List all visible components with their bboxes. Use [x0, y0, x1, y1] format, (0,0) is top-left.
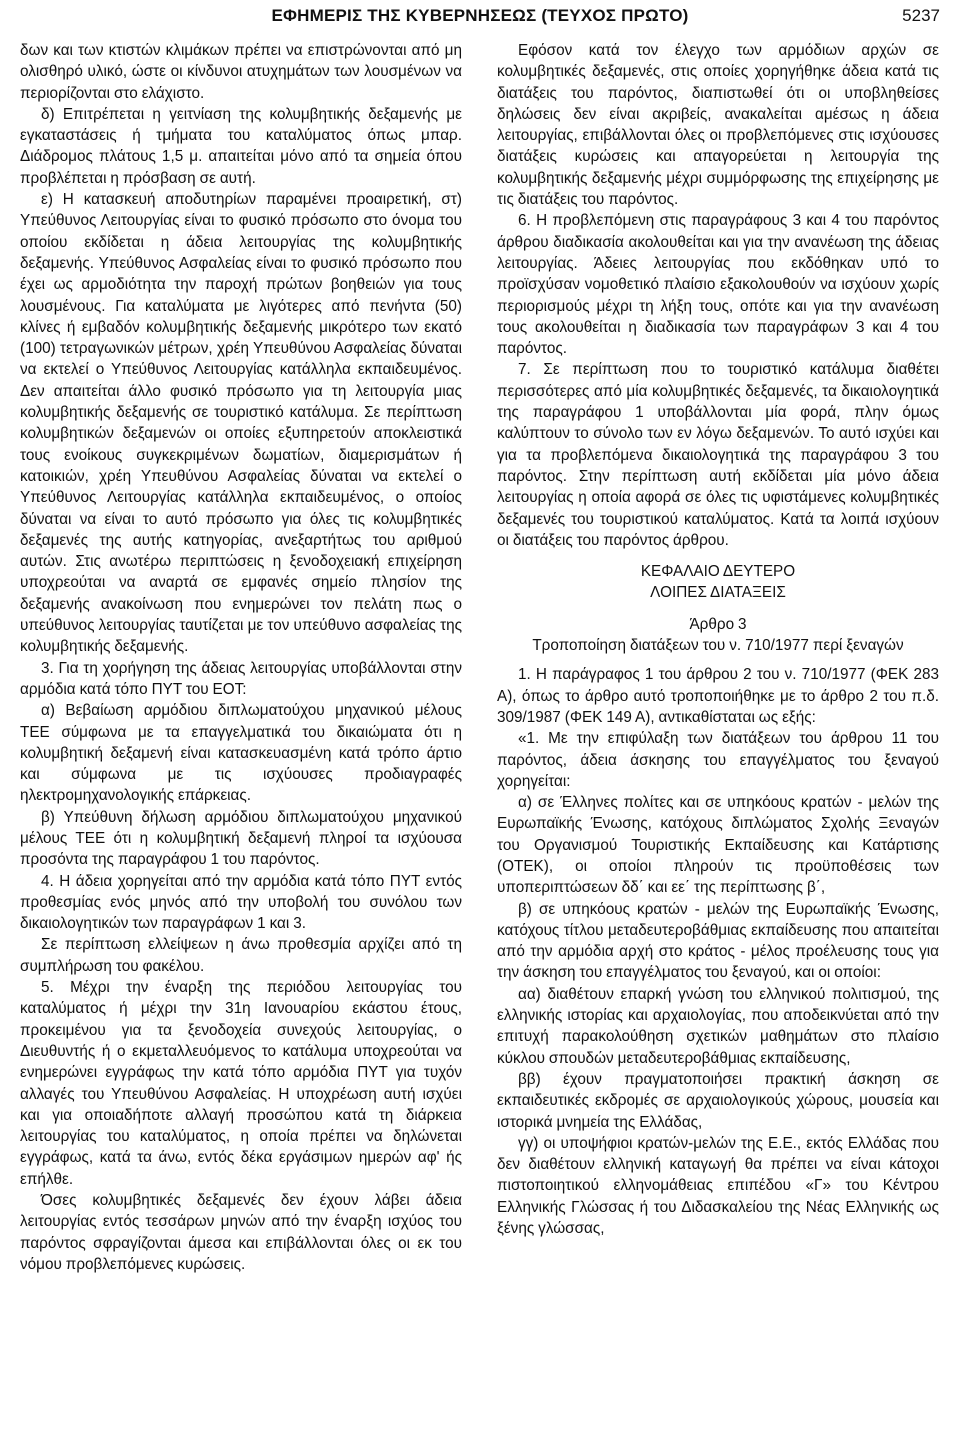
page-number: 5237 [902, 6, 940, 25]
article-heading: Άρθρο 3 [689, 615, 747, 633]
paragraph: α) Βεβαίωση αρμόδιου διπλωματούχου μηχανικού μέλους ΤΕΕ σύμφωνα με τα επαγγελματικά του δικαιώματα ότι η κολυμβητική δεξαμενή είναι κατασκευασμένη κατά τρόπο άρτιο και σύμφωνα με τις ισχύουσες προδιαγραφές ηλεκτρομηχανολογικής επάρκειας. [20, 702, 462, 805]
paragraph: ββ) έχουν πραγματοποιήσει πρακτική άσκηση σε εκπαιδευτικές εκδρομές σε αρχαιολογικούς χώρους, μουσεία και ιστορικά μνημεία της Ελλάδας, [497, 1070, 939, 1131]
article-title: Τροποποίηση διατάξεων του ν. 710/1977 περί ξεναγών [532, 637, 904, 655]
paragraph: Όσες κολυμβητικές δεξαμενές δεν έχουν λάβει άδεια λειτουργίας εντός τεσσάρων μηνών από την έναρξη ισχύος του παρόντος σφραγίζονται άμεσα και επιβάλλονται όλες οι εκ του νόμου προβλεπόμενες κυρώσεις. [20, 1192, 462, 1273]
page-header [20, 6, 940, 30]
paragraph: 5. Μέχρι την έναρξη της περιόδου λειτουργίας του καταλύματος ή μέχρι την 31η Ιανουαρίου εκάστου έτους, προκειμένου για τα ξενοδοχεία συνεχούς λειτουργίας, ο Διευθυντής ή ο εκμεταλλευόμενος το κατάλυμα υποχρεούται να ενημερώνει εγγράφως την κατά τόπο αρμόδια ΠΥΤ για τυχόν αλλαγές του Υπευθύνου Ασφαλείας. Η υποχρέωση αυτή ισχύει και για οποιαδήποτε αλλαγή προσώπου κατά τη διάρκεια λειτουργίας του καταλύματος, η οποία πρέπει να δηλώνεται εγγράφως, κατά τα άνω, εντός δέκα εργάσιμων ημερών αφ' ής επήλθε. [20, 979, 462, 1188]
paragraph: αα) διαθέτουν επαρκή γνώση του ελληνικού πολιτισμού, της ελληνικής ιστορίας και αρχαιολογίας, που αποδεικνύεται από την επιτυχή παρακολούθηση σχετικών μαθημάτων στο πλαίσιο κύκλου σπουδών μεταδευτεροβάθμιας εκπαίδευσης, [497, 985, 939, 1067]
paragraph: 1. Η παράγραφος 1 του άρθρου 2 του ν. 710/1977 (ΦΕΚ 283 Α), όπως το άρθρο αυτό τροποποιήθηκε με το άρθρο 2 του π.δ. 309/1987 (ΦΕΚ 149 Α), αντικαθίσταται ως εξής: [497, 666, 939, 726]
paragraph: «1. Με την επιφύλαξη των διατάξεων του άρθρου 11 του παρόντος, άδεια άσκησης του επαγγέλματος του ξεναγού χορηγείται: [497, 730, 939, 790]
paragraph: α) σε Έλληνες πολίτες και σε υπηκόους κρατών - μελών της Ευρωπαϊκής Ένωσης, κατόχους διπλώματος Σχολής Ξεναγών του Οργανισμού Τουριστικής Εκπαίδευσης και Κατάρτισης (ΟΤΕΚ), οι οποίοι πληρούν τις προϋποθέσεις των υποπεριπτώσεων δδ΄ και εε΄ της περίπτωσης β΄, [497, 794, 939, 897]
paragraph: Εφόσον κατά τον έλεγχο των αρμόδιων αρχών σε κολυμβητικές δεξαμενές, στις οποίες χορηγήθηκε άδεια κατά τις διατάξεις του παρόντος, διαπιστωθεί ότι οι υποβληθείσες δηλώσεις δεν είναι ακριβείς, ανακαλείται αμέσως η άδεια λειτουργίας, επιβάλλονται όλες οι προβλεπόμενες στις ισχύουσες διατάξεις κυρώσεις και απαγορεύεται η λειτουργία της κολυμβητικής δεξαμενής μέχρι συμμόρφωσης της επιχείρησης με τις διατάξεις του παρόντος. [497, 42, 939, 209]
paragraph: 4. Η άδεια χορηγείται από την αρμόδια κατά τόπο ΠΥΤ εντός προθεσμίας ενός μηνός από την υποβολή του συνόλου των δικαιολογητικών των παραγράφων 1 και 3. [20, 872, 462, 933]
paragraph: β) Υπεύθυνη δήλωση αρμόδιου διπλωματούχου μηχανικού μέλους ΤΕΕ ότι η κολυμβητική δεξαμενή πληροί τα ισχύουσα προσόντα της παραγράφου 1 του παρόντος. [20, 808, 462, 869]
chapter-title: ΛΟΙΠΕΣ ΔΙΑΤΑΞΕΙΣ [650, 584, 786, 602]
paragraph: 6. Η προβλεπόμενη στις παραγράφους 3 και 4 του παρόντος άρθρου διαδικασία ακολουθείται και για την ανανέωση της άδειας λειτουργίας. Άδειες λειτουργίας που εκδόθηκαν υπό το προϊσχύσαν νομοθετικό πλαίσιο εξακολουθούν να ισχύουν χωρίς περιορισμούς μέχρι τη λήξη τους, οπότε και για την ανανέωση τους ακολουθείται η διαδικασία των παραγράφων 3 και 4 του παρόντος. [497, 212, 939, 358]
chapter-heading: ΚΕΦΑΛΑΙΟ ΔΕΥΤΕΡΟ [640, 563, 796, 581]
paragraph: γγ) οι υποψήφιοι κρατών-μελών της Ε.Ε., εκτός Ελλάδας που δεν διαθέτουν ελληνική καταγωγή θα πρέπει να είναι κάτοχοι πιστοποιητικού ελληνομάθειας επιπέδου «Γ» του Κέντρου Ελληνικής Γλώσσας ή του Διδασκαλείου της Νέας Ελληνικής ως ξένης γλώσσας, [497, 1134, 939, 1238]
right-column [497, 40, 939, 1239]
paragraph: Σε περίπτωση ελλείψεων η άνω προθεσμία αρχίζει από τη συμπλήρωση του φακέλου. [20, 936, 462, 975]
gazette-title: ΕΦΗΜΕΡΙΣ ΤΗΣ ΚΥΒΕΡΝΗΣΕΩΣ (ΤΕΥΧΟΣ ΠΡΩΤΟ) [271, 6, 689, 25]
paragraph: δων και των κτιστών κλιμάκων πρέπει να επιστρώνονται από μη ολισθηρό υλικό, ώστε οι κίνδυνοι ατυχημάτων των λουσμένων να περιορίζονται στο ελάχιστο. [20, 42, 462, 102]
paragraph: β) σε υπηκόους κρατών - μελών της Ευρωπαϊκής Ένωσης, κατόχους τίτλου μεταδευτεροβάθμιας εκπαίδευσης που απαιτείται από την αρμόδια αρχή στο κράτος - μέλος προέλευσης τους για την άσκηση του επαγγέλματος του ξεναγού, και οι οποίοι: [497, 900, 939, 982]
paragraph: 7. Σε περίπτωση που το τουριστικό κατάλυμα διαθέτει περισσότερες από μία κολυμβητικές δεξαμενές, τα δικαιολογητικά της παραγράφου 1 υποβάλλονται μία φορά, πλην όμως καλύπτουν το σύνολο των εν λόγω δεξαμενών. Το αυτό ισχύει και για τα προβλεπόμενα δικαιολογητικά της παραγράφου 3 του παρόντος. Στην περίπτωση αυτή εκδίδεται μία μόνο άδεια λειτουργίας η οποία αφορά σε όλες τις υφιστάμενες κολυμβητικές δεξαμενές του τουριστικού καταλύματος. Κατά τα λοιπά ισχύουν οι διατάξεις του παρόντος άρθρου. [497, 361, 939, 549]
paragraph: 3. Για τη χορήγηση της άδειας λειτουργίας υποβάλλονται στην αρμόδια κατά τόπο ΠΥΤ του ΕΟΤ: [20, 659, 462, 698]
paragraph: δ) Επιτρέπεται η γειτνίαση της κολυμβητικής δεξαμενής με εγκαταστάσεις ή τμήματα του καταλύματος όπως μπαρ. Διάδρομος πλάτους 1,5 μ. απαιτείται μόνο από τα σημεία όπου προβλέπεται η πρόσβαση σε αυτή. [20, 105, 462, 187]
paragraph: ε) Η κατασκευή αποδυτηρίων παραμένει προαιρετική, στ) Υπεύθυνος Λειτουργίας είναι το φυσικό πρόσωπο στο όνομα του οποίου εκδίδεται η άδεια λειτουργίας της κολυμβητικής δεξαμενής. Υπεύθυνος Ασφαλείας είναι το φυσικό πρόσωπο που έχει ως αρμοδιότητα την παροχή πρώτων βοηθειών για τους λουσμένους. Για καταλύματα με λιγότερες από πενήντα (50) κλίνες ή εμβαδόν κολυμβητικής δεξαμενής μικρότερο των εκατό (100) τετραγωνικών μέτρων, χρέη Υπευθύνου Ασφαλείας δύναται να εκτελεί ο Υπεύθυνος Λειτουργίας κατάλληλα εκπαιδευμένος. Δεν απαιτείται άλλο φυσικό πρόσωπο για τη λειτουργία μιας κολυμβητικής δεξαμενής σε τουριστικό κατάλυμα. Σε περίπτωση κολυμβητικών δεξαμενών οι οποίες εξυπηρετούν αποκλειστικά τους ενοίκους συγκεκριμένων δωματίων, διαμερισμάτων ή κατοικιών, χρέη Υπευθύνου Ασφαλείας δύναται να εκτελεί ο Υπεύθυνος Λειτουργίας κατάλληλα εκπαιδευμένος, ο οποίος δύναται να είναι το αυτό πρόσωπο για όλες τις κολυμβητικές δεξαμενές της αυτής κατηγορίας, ανεξαρτήτως του αριθμού αυτών. Στις ανωτέρω περιπτώσεις η ξενοδοχειακή επιχείρηση υποχρεούται να αναρτά σε εμφανές σημείο πλησίον της δεξαμενής ανακοίνωση που ενημερώνει τον πελάτη πως ο υπεύθυνος λειτουργίας ταυτίζεται με τον υπεύθυνο ασφαλείας της κολυμβητικής δεξαμενής. [20, 191, 462, 656]
left-column [20, 40, 462, 1275]
